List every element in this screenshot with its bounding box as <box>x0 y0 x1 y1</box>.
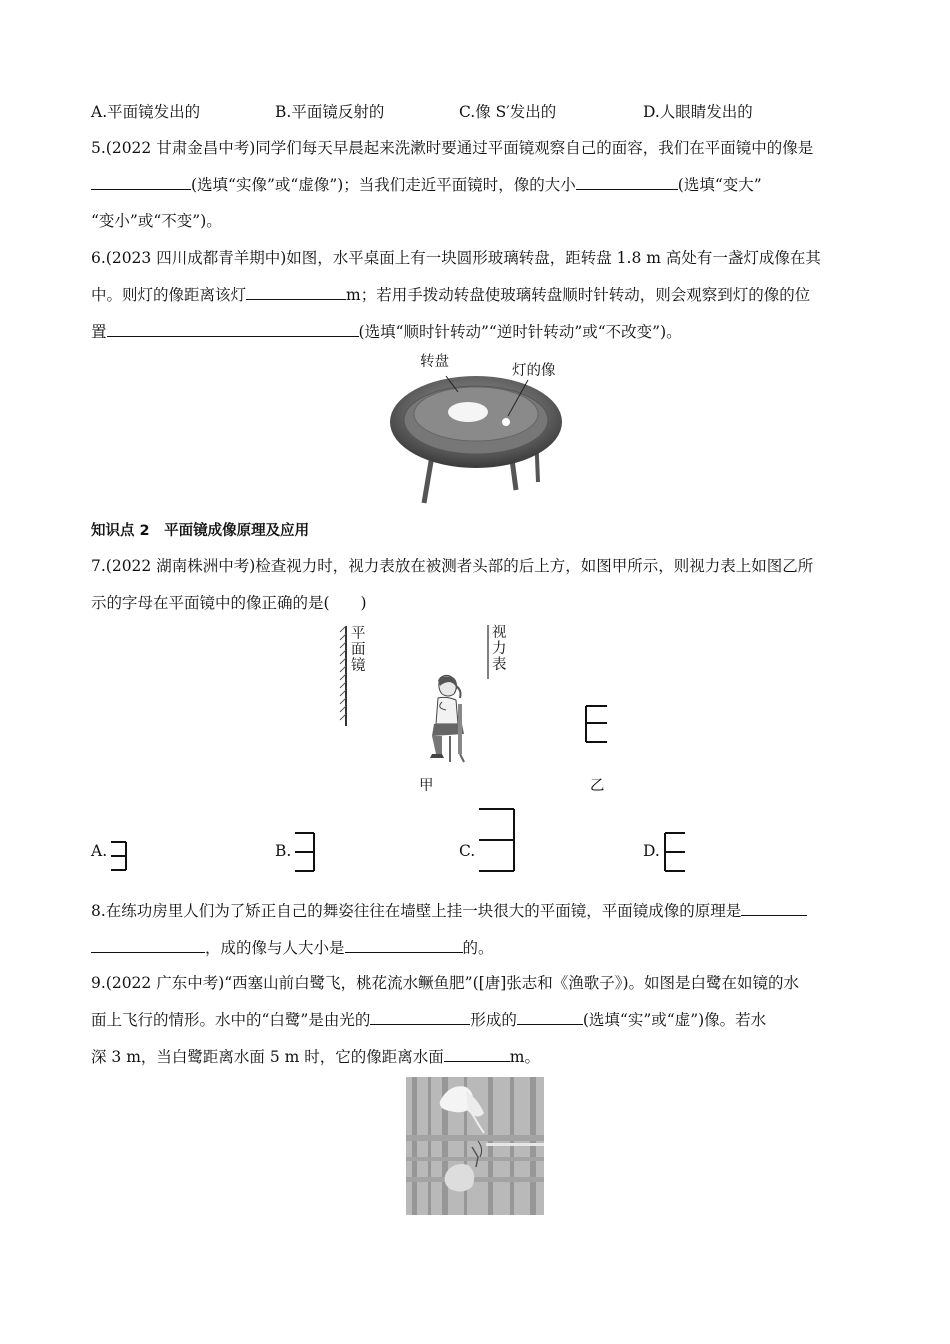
q4-option-b: B.平面镜反射的 <box>275 103 385 121</box>
q9-line3-text-a: 深 3 m，当白鹭距离水面 5 m 时，它的像距离水面 <box>91 1048 444 1066</box>
q5-blank-1[interactable] <box>91 174 191 190</box>
q8-line1-text: 8.在练功房里人们为了矫正自己的舞姿往往在墙壁上挂一块很大的平面镜，平面镜成像的原理是 <box>91 902 742 920</box>
plate-label: 转盘 <box>420 354 449 370</box>
letter-e-icon <box>585 705 609 743</box>
q9-blank-2[interactable] <box>517 1009 583 1025</box>
q6-line2-text-b: m；若用手拨动转盘使玻璃转盘顺时针转动，则会观察到灯的像的位 <box>346 286 811 304</box>
q6-line3 <box>91 321 682 343</box>
q7-option-d-label: D. <box>643 842 660 860</box>
q5-blank-2[interactable] <box>576 174 678 190</box>
q4-option-d: D.人眼睛发出的 <box>643 103 753 121</box>
q9-blank-3[interactable] <box>444 1046 510 1062</box>
q6-line3-text-b: (选填“顺时针转动”“逆时针转动”或“不改变”)。 <box>358 323 682 341</box>
mirror-icon <box>338 626 350 726</box>
section-heading: 知识点 2 平面镜成像原理及应用 <box>91 523 310 539</box>
q7-option-b-label: B. <box>275 842 292 860</box>
eye-chart-label: 视力表 <box>492 625 507 673</box>
q5-line2-text-b: (选填“变大” <box>677 176 762 194</box>
q6-line1: 6.(2023 四川成都青羊期中)如图，水平桌面上有一块圆形玻璃转盘，距转盘 1.8 m 高处有一盏灯成像在其 <box>91 249 821 267</box>
q8-blank-1a[interactable] <box>741 900 807 916</box>
option-b-e-left-icon <box>294 832 316 872</box>
figure-yi-label: 乙 <box>590 778 605 794</box>
eye-chart-bar <box>486 625 490 679</box>
egret-reflection-photo <box>406 1077 544 1215</box>
q6-blank-1[interactable] <box>246 284 346 300</box>
q6-line2 <box>91 284 810 306</box>
q9-line2 <box>91 1009 766 1031</box>
q6-line3-text-a: 置 <box>91 323 107 341</box>
option-a-e-left-icon <box>110 841 128 871</box>
option-c-e-left-icon <box>478 808 516 872</box>
q8-blank-1b[interactable] <box>91 937 205 953</box>
turntable-figure <box>388 372 564 508</box>
q9-line1: 9.(2022 广东中考)“西塞山前白鹭飞，桃花流水鳜鱼肥”([唐]张志和《渔歌子》)。如图是白鹭在如镜的水 <box>91 974 800 992</box>
q7-option-a-label: A. <box>91 842 108 860</box>
q7-line2: 示的字母在平面镜中的像正确的是( ) <box>91 594 367 612</box>
q8-blank-2[interactable] <box>345 937 463 953</box>
q9-line2-text-b: 形成的 <box>470 1011 517 1029</box>
figure-jia-label: 甲 <box>419 778 434 794</box>
seated-person-icon <box>420 674 472 764</box>
q9-blank-1[interactable] <box>370 1009 470 1025</box>
q8-line1 <box>91 900 807 922</box>
q7-option-c-label: C. <box>459 842 476 860</box>
q9-line2-text-a: 面上飞行的情形。水中的“白鹭”是由光的 <box>91 1011 371 1029</box>
option-d-e-right-icon <box>664 832 686 872</box>
q9-line3-text-b: m。 <box>509 1048 540 1066</box>
q5-line2-text-a: (选填“实像”或“虚像”)；当我们走近平面镜时，像的大小 <box>191 176 576 194</box>
mirror-label: 平面镜 <box>351 626 366 674</box>
q5-line1: 5.(2022 甘肃金昌中考)同学们每天早晨起来洗漱时要通过平面镜观察自己的面容，我们在平面镜中的像是 <box>91 139 814 157</box>
q4-option-a: A.平面镜发出的 <box>91 103 201 121</box>
q4-option-c: C.像 S′发出的 <box>459 103 557 121</box>
q5-line3: “变小”或“不变”)。 <box>91 212 222 230</box>
lamp-image-label: 灯的像 <box>512 363 556 379</box>
q7-line1: 7.(2022 湖南株洲中考)检查视力时，视力表放在被测者头部的后上方，如图甲所示，则视力表上如图乙所 <box>91 557 814 575</box>
q6-line2-text-a: 中。则灯的像距离该灯 <box>91 286 247 304</box>
q5-line2 <box>91 174 762 196</box>
q8-line2-text-b: 的。 <box>462 939 494 957</box>
q8-line2-text-a: ，成的像与人大小是 <box>205 939 345 957</box>
q9-line3 <box>91 1046 540 1068</box>
q8-line2 <box>91 937 494 959</box>
q9-line2-text-c: (选填“实”或“虚”)像。若水 <box>582 1011 767 1029</box>
q6-blank-2[interactable] <box>107 321 359 337</box>
